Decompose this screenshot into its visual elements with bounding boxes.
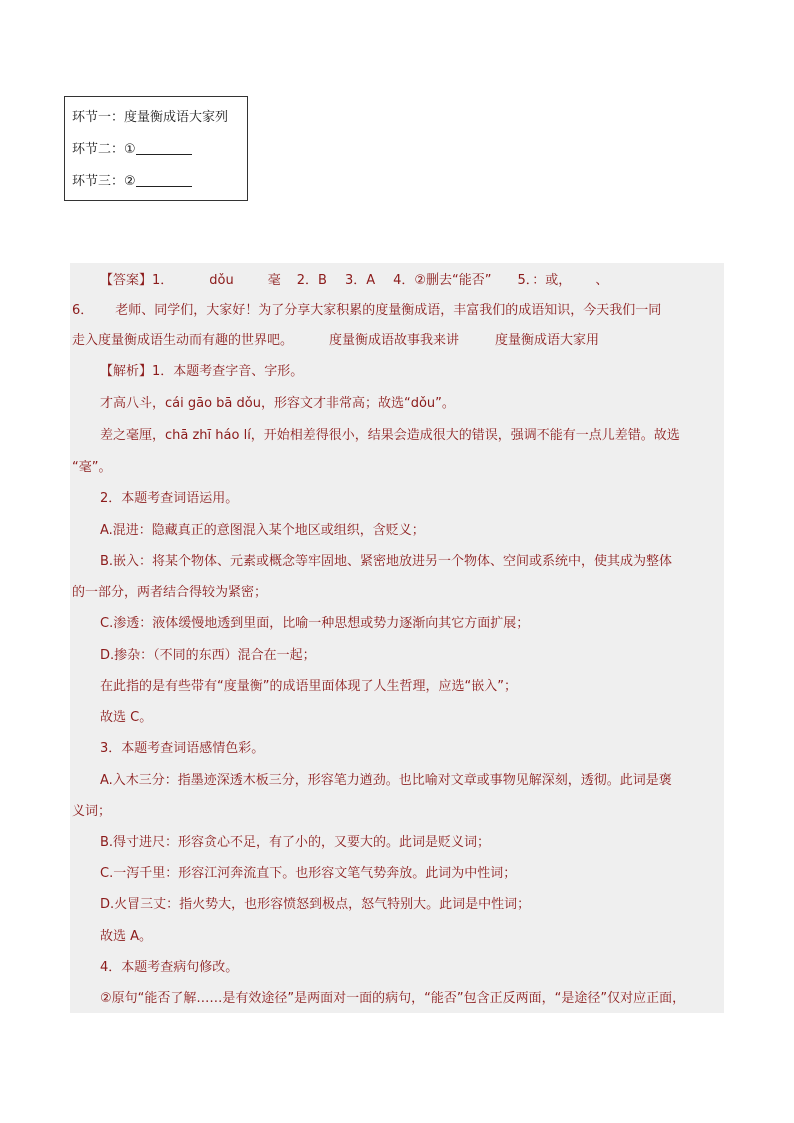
answer-1-pinyin: dǒu — [209, 273, 234, 288]
answer-line-2 — [72, 300, 661, 322]
stage-line-1: 环节一：度量衡成语大家列 — [72, 110, 229, 125]
analysis-line: 3．本题考查词语感情色彩。 — [100, 741, 265, 756]
answer-6-label: 6． — [72, 303, 94, 318]
answer-line-1 — [100, 270, 608, 292]
answer-6-text-end: 走入度量衡成语生动而有趣的世界吧。 — [72, 333, 294, 348]
stage-line-3 — [72, 171, 247, 203]
stage-line-2-blank — [136, 140, 192, 155]
answer-6-stage-3: 度量衡成语大家用 — [495, 333, 600, 348]
analysis-line: ②原句“能否了解……是有效途径”是两面对一面的病句，“能否”包含正反两面，“是途径”仅对应正面， — [100, 991, 686, 1006]
analysis-heading: 【解析】1．本题考查字音、字形。 — [100, 364, 304, 379]
stage-line-3-blank — [136, 172, 192, 187]
analysis-line: 义词； — [72, 804, 112, 819]
answer-5-mark: 、 — [595, 273, 609, 288]
stage-box — [64, 96, 248, 201]
analysis-line: B.得寸进尺：形容贪心不足，有了小的，又要大的。此词是贬义词； — [100, 835, 491, 850]
analysis-line: 才高八斗，cái gāo bā dǒu，形容文才非常高；故选“dǒu”。 — [100, 396, 455, 411]
analysis-line: 差之毫厘，chā zhī háo lí，开始相差得很小，结果会造成很大的错误，强调不能有一点儿差错。故选 — [100, 428, 680, 443]
stage-line-3-label: 环节三：② — [72, 174, 136, 189]
analysis-line: 的一部分，两者结合得较为紧密； — [72, 585, 268, 600]
answer-line-3 — [72, 330, 599, 352]
analysis-line: C.渗透：液体缓慢地透到里面，比喻一种思想或势力逐渐向其它方面扩展； — [100, 616, 530, 631]
analysis-line: B.嵌入：将某个物体、元素或概念等牢固地、紧密地放进另一个物体、空间或系统中，使其成为整体 — [100, 554, 673, 569]
analysis-line: A.入木三分：指墨迹深透木板三分，形容笔力遒劲。也比喻对文章或事物见解深刻，透彻。此词是褒 — [100, 773, 672, 788]
answer-1-char: 毫 — [267, 273, 281, 288]
analysis-line: D.掺杂：（不同的东西）混合在一起； — [100, 648, 316, 663]
answer-label: 【答案】1． — [100, 273, 174, 288]
answer-4: 4．②删去“能否” — [393, 273, 492, 288]
analysis-line: 故选 C。 — [100, 710, 153, 725]
answer-5: 5．：或， — [517, 273, 572, 288]
analysis-line: 在此指的是有些带有“度量衡”的成语里面体现了人生哲理，应选“嵌入”； — [100, 679, 517, 694]
analysis-line: 2．本题考查词语运用。 — [100, 491, 239, 506]
answer-2: 2．B — [296, 273, 327, 288]
answer-6-text: 老师、同学们，大家好！为了分享大家积累的度量衡成语，丰富我们的成语知识，今天我们一同 — [115, 303, 662, 318]
answer-3: 3．A — [344, 273, 376, 288]
analysis-line: A.混进：隐藏真正的意图混入某个地区或组织，含贬义； — [100, 523, 425, 538]
analysis-line: C.一泻千里：形容江河奔流直下。也形容文笔气势奔放。此词为中性词； — [100, 866, 517, 881]
analysis-line: “毫”。 — [72, 460, 112, 475]
stage-line-2 — [72, 139, 247, 171]
analysis-line: D.火冒三丈：指火势大，也形容愤怒到极点，怒气特别大。此词是中性词； — [100, 897, 531, 912]
answer-6-stage-2: 度量衡成语故事我来讲 — [329, 333, 460, 348]
answer-section — [70, 263, 724, 1013]
analysis-line: 故选 A。 — [100, 929, 153, 944]
stage-line-2-label: 环节二：① — [72, 142, 136, 157]
analysis-line: 4．本题考查病句修改。 — [100, 960, 239, 975]
